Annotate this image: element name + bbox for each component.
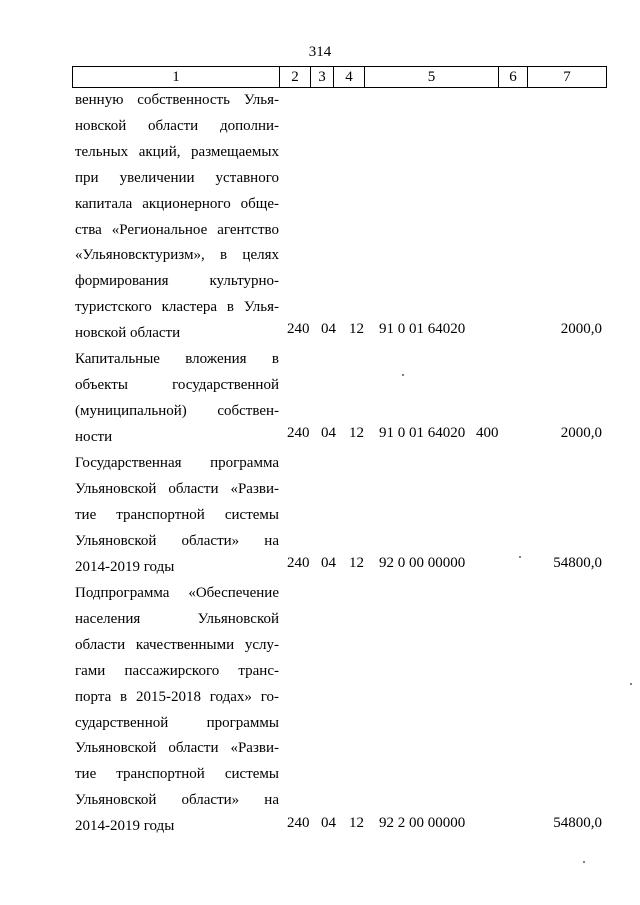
description-line: «Ульяновсктуризм», в целях bbox=[75, 247, 279, 264]
cell-gr: 240 bbox=[287, 555, 310, 571]
table-row-values bbox=[0, 815, 640, 835]
table-row-values bbox=[0, 555, 640, 575]
description-line: формирования культурно- bbox=[75, 273, 279, 290]
row-description bbox=[75, 88, 279, 347]
description-line: Ульяновской области» на bbox=[75, 792, 279, 809]
table-row-values bbox=[0, 321, 640, 341]
description-line: объекты государственной bbox=[75, 376, 279, 393]
cell-gr: 240 bbox=[287, 321, 310, 337]
cell-target-article: 92 2 00 00000 bbox=[379, 815, 466, 831]
description-line: капитала акционерного обще- bbox=[75, 195, 279, 212]
scan-speck bbox=[519, 556, 521, 558]
cell-section: 04 bbox=[321, 425, 336, 441]
cell-subsection: 12 bbox=[349, 425, 364, 441]
description-line: Капитальные вложения в bbox=[75, 351, 279, 367]
description-line: Ульяновской области «Разви- bbox=[75, 480, 279, 497]
description-line: Ульяновской области «Разви- bbox=[75, 740, 279, 757]
description-line: новской области bbox=[75, 325, 181, 342]
cell-gr: 240 bbox=[287, 815, 310, 831]
column-header-5: 5 bbox=[365, 67, 499, 88]
cell-target-article: 91 0 01 64020 bbox=[379, 321, 466, 337]
cell-expense-type: 400 bbox=[476, 425, 499, 441]
page-number: 314 bbox=[308, 44, 332, 60]
description-line: (муниципальной) собствен- bbox=[75, 402, 279, 419]
description-line: новской области дополни- bbox=[75, 117, 279, 134]
description-line: ности bbox=[75, 428, 113, 445]
scan-speck bbox=[402, 374, 404, 376]
column-header-2: 2 bbox=[280, 67, 311, 88]
column-header-3: 3 bbox=[311, 67, 334, 88]
description-line: порта в 2015-2018 годах» го- bbox=[75, 688, 279, 705]
description-line: населения Ульяновской bbox=[75, 610, 279, 627]
scan-speck bbox=[583, 861, 585, 863]
cell-target-article: 92 0 00 00000 bbox=[379, 555, 466, 571]
cell-subsection: 12 bbox=[349, 555, 364, 571]
column-header-row bbox=[73, 67, 607, 88]
cell-section: 04 bbox=[321, 555, 336, 571]
description-line: области качественными услу- bbox=[75, 636, 279, 653]
cell-subsection: 12 bbox=[349, 321, 364, 337]
description-line: туристского кластера в Улья- bbox=[75, 299, 279, 316]
cell-section: 04 bbox=[321, 815, 336, 831]
cell-amount: 2000,0 bbox=[560, 321, 602, 337]
description-line: Государственная программа bbox=[75, 455, 279, 471]
column-header-1: 1 bbox=[73, 67, 280, 88]
column-header-7: 7 bbox=[528, 67, 607, 88]
column-header-4: 4 bbox=[334, 67, 365, 88]
cell-subsection: 12 bbox=[349, 815, 364, 831]
description-line: венную собственность Улья- bbox=[75, 92, 279, 108]
cell-amount: 54800,0 bbox=[553, 815, 602, 831]
column-header-table bbox=[72, 66, 607, 88]
description-line: Ульяновской области» на bbox=[75, 532, 279, 549]
description-line: при увеличении уставного bbox=[75, 169, 279, 186]
row-description bbox=[75, 581, 279, 840]
scan-speck bbox=[630, 683, 632, 685]
description-line: 2014-2019 годы bbox=[75, 558, 175, 575]
cell-target-article: 91 0 01 64020 bbox=[379, 425, 466, 441]
description-line: Подпрограмма «Обеспечение bbox=[75, 585, 279, 601]
description-line: ства «Региональное агентство bbox=[75, 221, 279, 238]
column-header-6: 6 bbox=[499, 67, 528, 88]
table-row-values bbox=[0, 425, 640, 445]
cell-section: 04 bbox=[321, 321, 336, 337]
description-line: тельных акций, размещаемых bbox=[75, 143, 279, 160]
description-line: тие транспортной системы bbox=[75, 506, 279, 523]
cell-amount: 2000,0 bbox=[560, 425, 602, 441]
cell-amount: 54800,0 bbox=[553, 555, 602, 571]
cell-gr: 240 bbox=[287, 425, 310, 441]
description-line: 2014-2019 годы bbox=[75, 818, 175, 835]
description-line: сударственной программы bbox=[75, 714, 279, 731]
description-line: тие транспортной системы bbox=[75, 766, 279, 783]
description-line: гами пассажирского транс- bbox=[75, 662, 279, 679]
